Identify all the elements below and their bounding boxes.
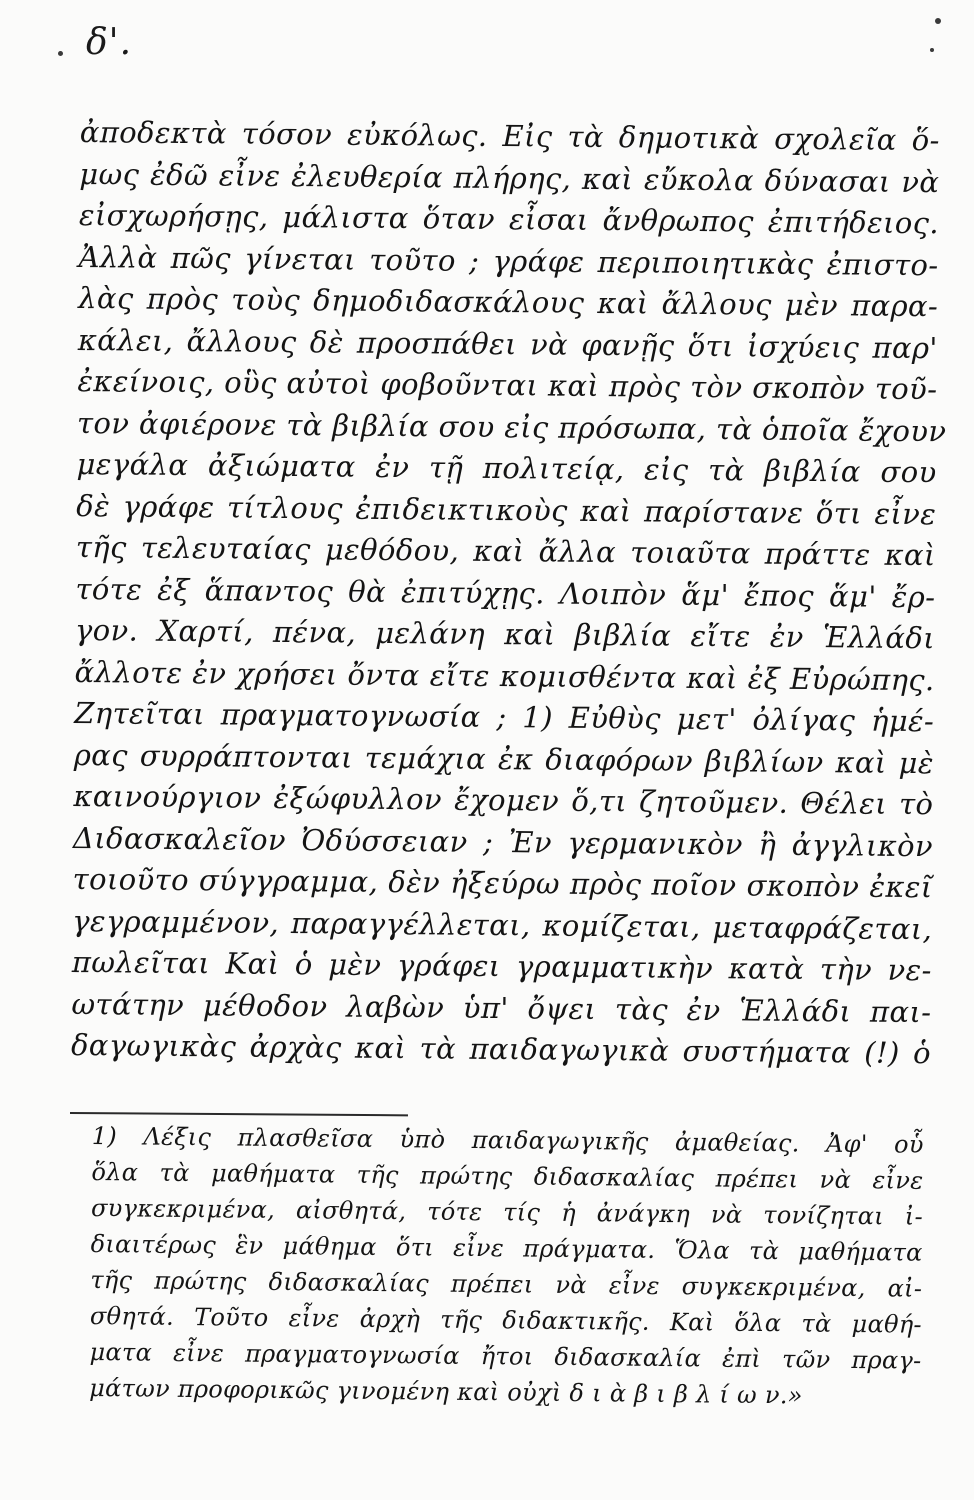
body-line: μως ἐδῶ εἶνε ἐλευθερία πλήρης, καὶ εὔκολα δύνασαι νὰ [79, 156, 940, 199]
ink-speck [935, 18, 941, 24]
footnote-divider [70, 1112, 408, 1116]
footnote-line: ὅλα τὰ μαθήματα τῆς πρώτης διδασκαλίας πρέπει νὰ εἶνε [91, 1157, 924, 1195]
footnote-line: μάτων προφορικῶς γινομένη καὶ οὐχὶ δ ι ὰ β ι β λ ί ω ν.» [89, 1373, 803, 1410]
ink-speck [58, 51, 63, 56]
body-line: γεγραμμένον, παραγγέλλεται, κομίζεται, μεταφράζεται, [72, 903, 933, 946]
body-line: μεγάλα ἀξιώματα ἐν τῇ πολιτείᾳ, εἰς τὰ βιβλία σου [76, 446, 937, 490]
body-line: Ζητεῖται πραγματογνωσία ; 1) Εὐθὺς μετ' ὀλίγας ἡμέ- [74, 695, 935, 739]
footnote-line: συγκεκριμένα, αἰσθητά, τότε τίς ἡ ἀνάγκη νὰ τονίζηται ἰ- [90, 1193, 924, 1231]
footnote-line: τῆς πρώτης διδασκαλίας πρέπει νὰ εἶνε συγκεκριμένα, αἰ- [90, 1265, 923, 1303]
body-line: γον. Χαρτί, πένα, μελάνη καὶ βιβλία εἴτε ἐν Ἑλλάδι [74, 612, 936, 656]
body-line: ἐκείνοις, οὓς αὐτοὶ φοβοῦνται καὶ πρὸς τὸν σκοπὸν τοῦ- [77, 363, 938, 407]
body-text [70, 112, 947, 1075]
footnote-line: σθητά. Τοῦτο εἶνε ἀρχὴ τῆς διδακτικῆς. Καὶ ὅλα τὰ μαθή- [89, 1301, 923, 1339]
body-line: ωτάτην μέθοδον λαβὼν ὑπ' ὄψει τὰς ἐν Ἑλλάδι παι- [71, 986, 932, 1029]
body-line: ἀποδεκτὰ τόσον εὐκόλως. Εἰς τὰ δημοτικὰ σχολεῖα ὅ- [79, 114, 940, 158]
page-number: δ'. [86, 22, 133, 63]
footnote-line: διαιτέρως ἓν μάθημα ὅτι εἶνε πράγματα. Ὅλα τὰ μαθήματα [90, 1229, 923, 1267]
body-line: δαγωγικὰς ἀρχὰς καὶ τὰ παιδαγωγικὰ συστήματα (!) ὁ [70, 1027, 932, 1071]
footnote [89, 1118, 924, 1415]
body-line: τῆς τελευταίας μεθόδου, καὶ ἄλλα τοιαῦτα πράττε καὶ [75, 529, 936, 573]
body-line: ρας συρράπτονται τεμάχια ἐκ διαφόρων βιβλίων καὶ μὲ [73, 737, 934, 780]
body-line: ἄλλοτε ἐν χρήσει ὄντα εἴτε κομισθέντα καὶ ἐξ Εὐρώπης. [74, 654, 935, 697]
body-line: πωλεῖται Καὶ ὁ μὲν γράφει γραμματικὴν κατὰ τὴν νε- [71, 944, 932, 988]
footnote-line: 1) Λέξις πλασθεῖσα ὑπὸ παιδαγωγικῆς ἀμαθείας. Ἀφ' οὗ [91, 1121, 924, 1159]
body-line: κάλει, ἄλλους δὲ προσπάθει νὰ φανῇς ὅτι ἰσχύεις παρ' [77, 322, 938, 365]
footnote-line: ματα εἶνε πραγματογνωσία ἤτοι διδασκαλία ἐπὶ τῶν πραγ- [89, 1337, 922, 1375]
body-line: Ἀλλὰ πῶς γίνεται τοῦτο ; γράφε περιποιητικὰς ἐπιστο- [78, 239, 939, 282]
body-line: εἰσχωρήσῃς, μάλιστα ὅταν εἶσαι ἄνθρωπος ἐπιτήδειος. [78, 197, 940, 241]
body-line: δὲ γράφε τίτλους ἐπιδεικτικοὺς καὶ παρίστανε ὅτι εἶνε [76, 488, 937, 531]
body-line: καινούργιον ἐξώφυλλον ἔχομεν ὅ,τι ζητοῦμεν. Θέλει τὸ [73, 778, 934, 822]
ink-speck [930, 48, 934, 52]
body-line: τον ἀφιέρονε τὰ βιβλία σου εἰς πρόσωπα, τὰ ὁποῖα ἔχουν [76, 405, 947, 448]
body-line: λὰς πρὸς τοὺς δημοδιδασκάλους καὶ ἄλλους μὲν παρα- [78, 280, 939, 324]
body-line: τότε ἐξ ἅπαντος θὰ ἐπιτύχῃς. Λοιπὸν ἅμ' ἔπος ἅμ' ἔρ- [75, 571, 936, 614]
body-line: τοιοῦτο σύγγραμμα, δὲν ἠξεύρω πρὸς ποῖον σκοπὸν ἐκεῖ [72, 861, 933, 905]
body-line: Διδασκαλεῖον Ὀδύσσειαν ; Ἐν γερμανικὸν ἢ ἀγγλικὸν [72, 820, 934, 863]
